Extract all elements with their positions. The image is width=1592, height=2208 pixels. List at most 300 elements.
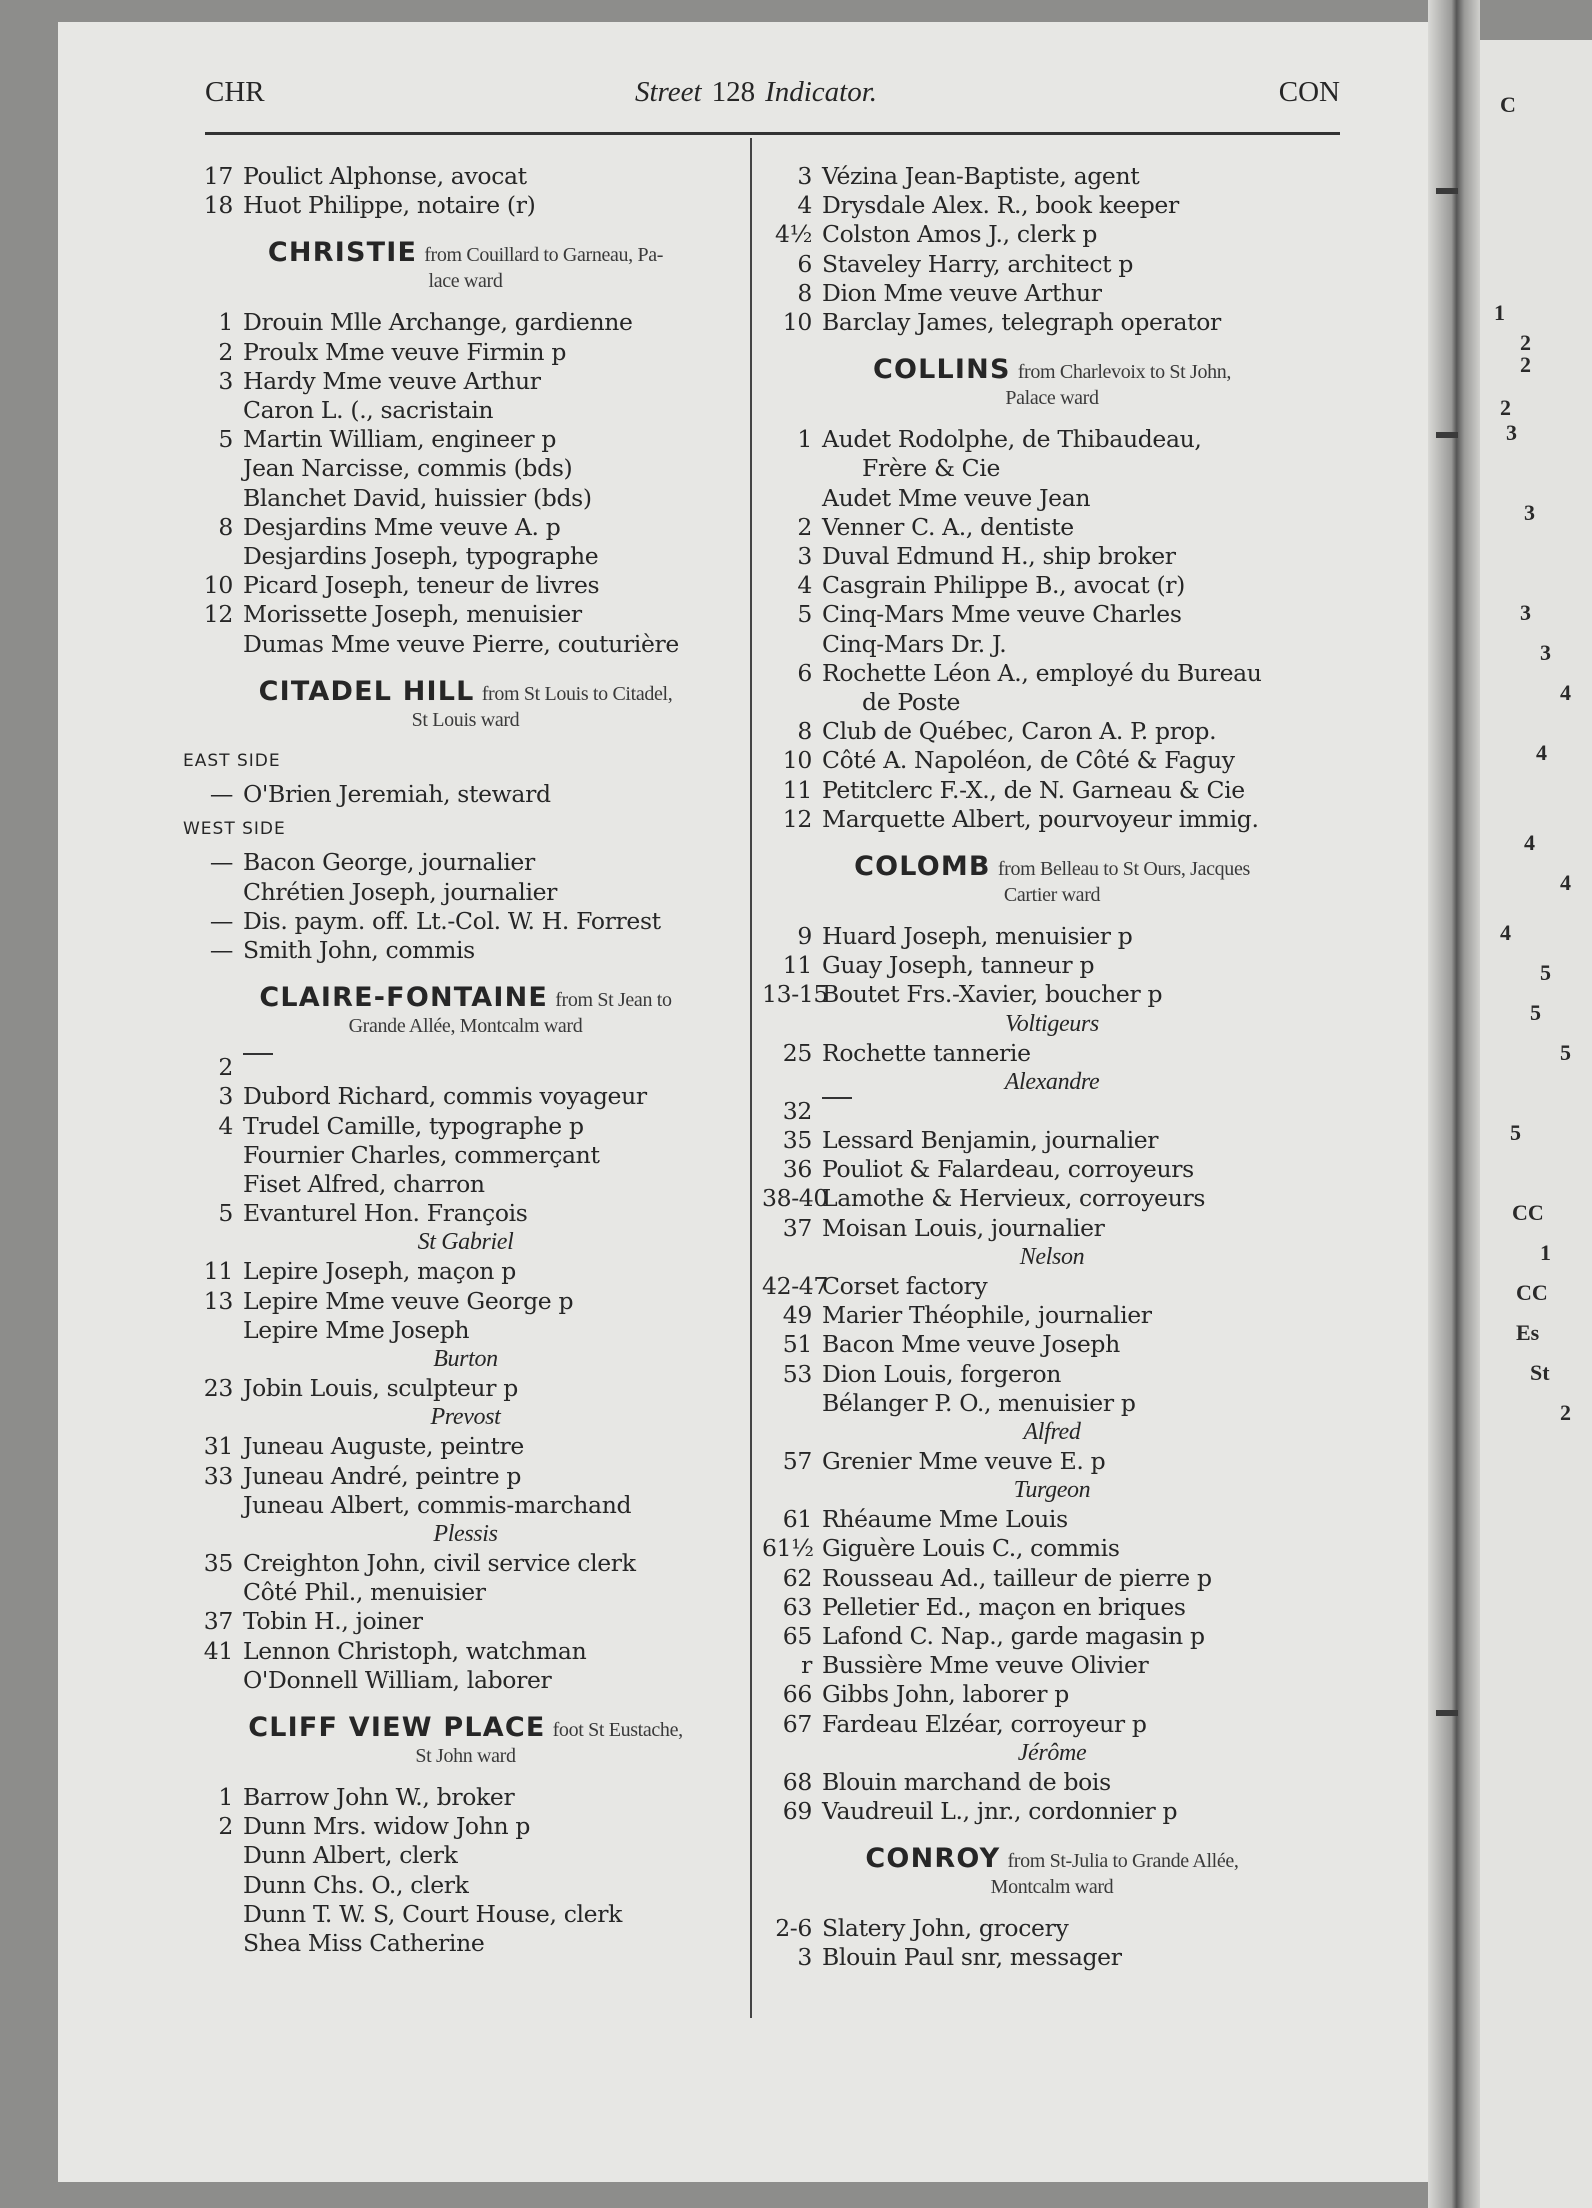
house-number [183, 484, 243, 513]
resident-name: O'Donnell William, laborer [243, 1665, 552, 1694]
resident-name: Poulict Alphonse, avocat [243, 162, 527, 190]
street-extent: from Belleau to St Ours, Jacques [997, 858, 1250, 881]
resident-name: Fardeau Elzéar, corroyeur p [822, 1709, 1147, 1738]
street-side-label: EAST SIDE [183, 750, 281, 771]
house-number: 1 [218, 1782, 233, 1811]
resident-name: Pouliot & Falardeau, corroyeurs [822, 1155, 1194, 1184]
resident-name: Giguère Louis C., commis [822, 1534, 1120, 1563]
house-number: 4 [797, 191, 812, 220]
resident-name: Dumas Mme veuve Pierre, couturière [243, 629, 679, 658]
adjacent-page-fragment: CC [1512, 1200, 1544, 1225]
house-number [183, 1141, 243, 1170]
house-number: 8 [797, 717, 812, 746]
house-number: 61 [782, 1505, 812, 1534]
house-number: 4 [218, 1111, 233, 1140]
adjacent-page-fragment: 5 [1510, 1120, 1521, 1145]
house-number [183, 454, 243, 483]
resident-name: Drysdale Alex. R., book keeper [822, 191, 1179, 220]
directory-entry [762, 279, 1342, 308]
cross-street: Alexandre [1004, 1068, 1100, 1095]
street-ward: Cartier ward [1003, 884, 1101, 907]
resident-name: Dubord Richard, commis voyageur [243, 1082, 647, 1111]
column-divider [750, 138, 752, 2018]
house-number: 6 [797, 658, 812, 687]
resident-name: Trudel Camille, typographe p [243, 1111, 584, 1140]
cross-street: Nelson [1019, 1243, 1085, 1270]
directory-entry [762, 308, 1342, 337]
directory-entry [762, 1097, 1342, 1126]
resident-name: Lamothe & Hervieux, corroyeurs [822, 1184, 1206, 1213]
street-heading [762, 1843, 1342, 1900]
street-heading [762, 851, 1342, 908]
directory-entry [183, 630, 748, 659]
house-number: 38-40 [762, 1184, 828, 1213]
directory-entry [762, 484, 1342, 513]
resident-name: Grenier Mme veuve E. p [822, 1446, 1106, 1475]
directory-entry [762, 1184, 1342, 1213]
directory-entry [183, 1462, 748, 1491]
adjacent-page-edge [1480, 40, 1592, 2208]
house-number: 13 [203, 1286, 233, 1315]
street-name: COLLINS [872, 354, 1011, 386]
street-extent: from St-Julia to Grande Allée, [1007, 1850, 1239, 1873]
adjacent-page-fragment: 2 [1520, 352, 1531, 377]
street-ward: Palace ward [1005, 387, 1099, 410]
resident-name: Pelletier Ed., maçon en briques [822, 1592, 1186, 1621]
directory-entry [762, 600, 1342, 629]
page-header [205, 76, 1340, 120]
resident-name: Bacon George, journalier [243, 848, 535, 877]
header-title-suffix: Indicator. [765, 76, 878, 108]
resident-name: Hardy Mme veuve Arthur [243, 366, 541, 395]
house-number: 2 [218, 1053, 233, 1082]
directory-entry [762, 1447, 1342, 1476]
directory-entry [762, 951, 1342, 980]
directory-entry [183, 878, 748, 907]
adjacent-page-fragment: 5 [1530, 1000, 1541, 1025]
directory-entry [762, 220, 1342, 249]
house-number: 53 [782, 1359, 812, 1388]
resident-name: Dunn T. W. S, Court House, clerk [243, 1899, 623, 1928]
cross-street: Voltigeurs [1005, 1010, 1099, 1037]
house-number: 2-6 [775, 1914, 812, 1943]
directory-entry [183, 1257, 748, 1286]
directory-entry [183, 1637, 748, 1666]
directory-entry [183, 1607, 748, 1636]
directory-entry [183, 1082, 748, 1111]
resident-name: Tobin H., joiner [243, 1607, 423, 1636]
resident-name: Chrétien Joseph, journalier [243, 877, 558, 906]
directory-entry [183, 1929, 748, 1958]
directory-entry [762, 1155, 1342, 1184]
directory-entry [762, 1797, 1342, 1826]
house-number: 41 [203, 1636, 233, 1665]
resident-name: Rhéaume Mme Louis [822, 1505, 1068, 1534]
house-number: 31 [203, 1432, 233, 1461]
adjacent-page-fragment: 3 [1520, 600, 1531, 625]
resident-name: Staveley Harry, architect p [822, 249, 1134, 278]
directory-entry [183, 367, 748, 396]
directory-entry [762, 1534, 1342, 1563]
house-number: 5 [218, 1199, 233, 1228]
house-number: 11 [782, 951, 812, 980]
house-number: — [209, 936, 233, 965]
street-name: COLOMB [854, 851, 991, 883]
directory-entry [183, 1316, 748, 1345]
adjacent-page-fragment: St [1530, 1360, 1550, 1385]
street-ward: Montcalm ward [990, 1876, 1114, 1899]
directory-entry [762, 1272, 1342, 1301]
house-number [183, 1929, 243, 1958]
resident-name: Colston Amos J., clerk p [822, 220, 1098, 249]
resident-name: Cinq-Mars Mme veuve Charles [822, 600, 1182, 629]
resident-name: Boutet Frs.-Xavier, boucher p [822, 980, 1163, 1009]
binding-stitch [1436, 1710, 1458, 1716]
cross-street: Prevost [430, 1404, 501, 1431]
house-number [183, 1578, 243, 1607]
header-range-end: CON [1278, 76, 1340, 108]
resident-name: Evanturel Hon. François [243, 1199, 528, 1228]
directory-entry [183, 513, 748, 542]
adjacent-page-fragment: 3 [1540, 640, 1551, 665]
binding-stitch [1436, 188, 1458, 194]
directory-entry [762, 1943, 1342, 1972]
directory-entry [183, 848, 748, 877]
directory-entry [183, 338, 748, 367]
house-number: 36 [782, 1155, 812, 1184]
house-number: 5 [797, 600, 812, 629]
adjacent-page-fragment: Es [1516, 1320, 1540, 1345]
house-number: 9 [797, 922, 812, 951]
directory-entry [762, 1126, 1342, 1155]
house-number: 3 [218, 366, 233, 395]
house-number [183, 630, 243, 659]
adjacent-page-fragment: 2 [1520, 330, 1531, 355]
resident-name: Barclay James, telegraph operator [822, 308, 1221, 337]
house-number: 63 [782, 1592, 812, 1621]
directory-entry [183, 162, 748, 191]
directory-entry [183, 1783, 748, 1812]
directory-entry [762, 1914, 1342, 1943]
house-number [183, 542, 243, 571]
directory-entry [183, 1666, 748, 1695]
house-number [183, 396, 243, 425]
resident-name: Juneau André, peintre p [243, 1461, 522, 1490]
resident-name: Proulx Mme veuve Firmin p [243, 337, 567, 366]
house-number [762, 1389, 822, 1418]
house-number [183, 1871, 243, 1900]
resident-name: Juneau Albert, commis-marchand [243, 1490, 632, 1519]
resident-name: Audet Rodolphe, de Thibaudeau, [822, 425, 1202, 454]
resident-name: Lepire Mme veuve George p [243, 1286, 574, 1315]
resident-name: Caron L. (., sacristain [243, 396, 494, 425]
resident-name: Dunn Chs. O., clerk [243, 1870, 469, 1899]
house-number [762, 630, 822, 659]
resident-name: Dis. paym. off. Lt.-Col. W. H. Forrest [243, 906, 661, 935]
house-number: 8 [797, 278, 812, 307]
directory-entry [183, 907, 748, 936]
cross-street: Turgeon [1013, 1477, 1091, 1504]
street-extent: from St Jean to [555, 989, 672, 1012]
directory-entry [762, 1360, 1342, 1389]
house-number: 1 [218, 308, 233, 337]
directory-entry [762, 1301, 1342, 1330]
house-number: 37 [203, 1607, 233, 1636]
house-number: 68 [782, 1767, 812, 1796]
directory-entry [762, 191, 1342, 220]
directory-entry [762, 1768, 1342, 1797]
resident-name: de Poste [862, 688, 961, 717]
directory-entry [183, 1841, 748, 1870]
directory-entry [762, 1214, 1342, 1243]
adjacent-page-fragment: 4 [1560, 680, 1571, 705]
resident-name: Morissette Joseph, menuisier [243, 600, 582, 629]
house-number: 2 [218, 1812, 233, 1841]
book-gutter [1428, 0, 1480, 2208]
resident-name: Drouin Mlle Archange, gardienne [243, 308, 633, 337]
resident-name: Bélanger P. O., menuisier p [822, 1388, 1136, 1417]
house-number: 3 [797, 542, 812, 571]
resident-name: Côté Phil., menuisier [243, 1578, 486, 1607]
resident-name: Rochette tannerie [822, 1038, 1031, 1067]
header-rule [205, 132, 1340, 135]
resident-name: Lafond C. Nap., garde magasin p [822, 1621, 1205, 1650]
house-number: 65 [782, 1621, 812, 1650]
house-number: 3 [797, 162, 812, 190]
resident-name: Guay Joseph, tanneur p [822, 951, 1095, 980]
resident-name: Corset factory [822, 1271, 988, 1300]
house-number [762, 454, 822, 483]
cross-street: Burton [433, 1346, 498, 1373]
house-number: 2 [218, 337, 233, 366]
directory-entry [183, 1374, 748, 1403]
resident-name: Marquette Albert, pourvoyeur immig. [822, 804, 1259, 833]
house-number [762, 688, 822, 717]
house-number: 35 [203, 1548, 233, 1577]
resident-name: Cinq-Mars Dr. J. [822, 629, 1007, 658]
house-number: 3 [218, 1082, 233, 1111]
directory-entry [762, 688, 1342, 717]
street-name: CHRISTIE [267, 237, 418, 269]
resident-name: Petitclerc F.-X., de N. Garneau & Cie [822, 775, 1245, 804]
resident-name: Jean Narcisse, commis (bds) [243, 454, 573, 483]
house-number: 69 [782, 1796, 812, 1825]
adjacent-page-fragment: 1 [1540, 1240, 1551, 1265]
house-number: 1 [797, 425, 812, 454]
directory-entry [762, 542, 1342, 571]
directory-entry [762, 776, 1342, 805]
directory-entry [762, 630, 1342, 659]
street-name: CLIFF VIEW PLACE [248, 1711, 546, 1743]
resident-name: Lessard Benjamin, journalier [822, 1126, 1159, 1155]
adjacent-page-fragment: 3 [1524, 500, 1535, 525]
resident-name: Creighton John, civil service clerk [243, 1548, 636, 1577]
resident-name: Vézina Jean-Baptiste, agent [822, 162, 1140, 190]
adjacent-page-fragment: 4 [1524, 830, 1535, 855]
resident-name: Frère & Cie [862, 454, 1000, 483]
street-heading [183, 1711, 748, 1769]
house-number: 33 [203, 1461, 233, 1490]
directory-entry [762, 717, 1342, 746]
house-number: 6 [797, 249, 812, 278]
resident-name: Bussière Mme veuve Olivier [822, 1651, 1149, 1680]
directory-entry [762, 425, 1342, 454]
house-number: 4½ [774, 220, 812, 249]
adjacent-page-fragment: C [1500, 92, 1516, 117]
directory-entry [183, 1900, 748, 1929]
directory-entry [762, 980, 1342, 1009]
resident-name: Côté A. Napoléon, de Côté & Faguy [822, 746, 1235, 775]
resident-name: Duval Edmund H., ship broker [822, 542, 1176, 571]
directory-entry [762, 746, 1342, 775]
house-number: 51 [782, 1330, 812, 1359]
street-extent: from Couillard to Garneau, Pa- [424, 244, 664, 267]
house-number [183, 1666, 243, 1695]
header-range-start: CHR [205, 76, 265, 108]
house-number: 10 [782, 308, 812, 337]
directory-entry [183, 1287, 748, 1316]
directory-entry [762, 1564, 1342, 1593]
cross-street: Plessis [433, 1520, 498, 1547]
page-number: 128 [711, 76, 756, 108]
house-number: 32 [782, 1096, 812, 1125]
street-heading [183, 675, 748, 733]
adjacent-page-fragment: 1 [1494, 300, 1505, 325]
directory-entry [183, 1871, 748, 1900]
adjacent-page-fragment: CC [1516, 1280, 1548, 1305]
directory-entry [762, 1680, 1342, 1709]
street-extent: foot St Eustache, [552, 1718, 683, 1741]
adjacent-page-fragment: 2 [1560, 1400, 1571, 1425]
resident-name: Lepire Joseph, maçon p [243, 1257, 516, 1286]
resident-name: Rochette Léon A., employé du Bureau [822, 658, 1262, 687]
house-number: 10 [203, 571, 233, 600]
house-number: 2 [797, 512, 812, 541]
resident-name: Blouin marchand de bois [822, 1767, 1111, 1796]
directory-entry [183, 1578, 748, 1607]
directory-entry [183, 780, 748, 809]
house-number: 8 [218, 512, 233, 541]
house-number: 67 [782, 1709, 812, 1738]
house-number: 5 [218, 425, 233, 454]
resident-name: O'Brien Jeremiah, steward [243, 780, 551, 809]
directory-entry [762, 454, 1342, 483]
directory-entry [762, 1039, 1342, 1068]
street-heading [183, 982, 748, 1039]
street-side-label: WEST SIDE [183, 819, 286, 840]
street-heading [762, 354, 1342, 411]
resident-name: Dunn Albert, clerk [243, 1841, 458, 1870]
resident-name: Casgrain Philippe B., avocat (r) [822, 571, 1185, 600]
house-number: 18 [203, 191, 233, 220]
adjacent-page-fragment: 5 [1540, 960, 1551, 985]
house-number: 61½ [762, 1534, 814, 1563]
resident-name: Desjardins Joseph, typographe [243, 542, 599, 571]
directory-entry [762, 1389, 1342, 1418]
resident-name: Audet Mme veuve Jean [822, 483, 1091, 512]
directory-entry [762, 805, 1342, 834]
header-title-prefix: Street [635, 76, 702, 108]
resident-name: Blouin Paul snr, messager [822, 1943, 1122, 1972]
left-column [183, 162, 748, 1958]
directory-entry [183, 600, 748, 629]
resident-name: Bacon Mme veuve Joseph [822, 1330, 1120, 1359]
resident-name: Martin William, engineer p [243, 425, 557, 454]
street-name: CLAIRE-FONTAINE [259, 982, 549, 1014]
directory-entry [183, 308, 748, 337]
directory-entry [183, 571, 748, 600]
directory-entry [762, 1593, 1342, 1622]
resident-name: Moisan Louis, journalier [822, 1213, 1105, 1242]
directory-entry [183, 1549, 748, 1578]
resident-name: Slatery John, grocery [822, 1914, 1069, 1943]
adjacent-page-fragment: 4 [1560, 870, 1571, 895]
street-heading [183, 237, 748, 294]
directory-entry [183, 1432, 748, 1461]
directory-entry [183, 454, 748, 483]
house-number: 11 [782, 775, 812, 804]
house-number: 35 [782, 1126, 812, 1155]
resident-name: Huard Joseph, menuisier p [822, 922, 1133, 951]
house-number [183, 1316, 243, 1345]
resident-name: Dunn Mrs. widow John p [243, 1812, 531, 1841]
resident-name: Marier Théophile, journalier [822, 1301, 1152, 1330]
directory-entry [183, 1170, 748, 1199]
directory-entry [762, 571, 1342, 600]
house-number: — [209, 780, 233, 809]
street-ward: St John ward [415, 1744, 516, 1767]
directory-entry [183, 425, 748, 454]
vacant-dash [243, 1053, 273, 1055]
directory-entry [183, 542, 748, 571]
house-number: r [801, 1651, 812, 1680]
house-number: 12 [782, 804, 812, 833]
directory-entry [762, 250, 1342, 279]
directory-entry [762, 1505, 1342, 1534]
directory-entry [762, 1330, 1342, 1359]
street-ward: St Louis ward [411, 708, 520, 731]
adjacent-page-fragment: 3 [1506, 420, 1517, 445]
resident-name: Club de Québec, Caron A. P. prop. [822, 717, 1217, 746]
house-number: 13-15 [762, 980, 828, 1009]
directory-entry [183, 1141, 748, 1170]
house-number: 37 [782, 1213, 812, 1242]
adjacent-page-fragment: 4 [1500, 920, 1511, 945]
house-number: 62 [782, 1563, 812, 1592]
house-number: 4 [797, 571, 812, 600]
resident-name: Barrow John W., broker [243, 1782, 515, 1811]
house-number: 17 [203, 162, 233, 190]
directory-entry [762, 1710, 1342, 1739]
adjacent-page-fragment: 2 [1500, 395, 1511, 420]
directory-entry [183, 936, 748, 965]
house-number [183, 1900, 243, 1929]
house-number: 42-47 [762, 1271, 828, 1300]
directory-entry [762, 1651, 1342, 1680]
vacant-dash [822, 1097, 852, 1099]
street-name: CONROY [865, 1843, 1001, 1875]
house-number [183, 1841, 243, 1870]
directory-entry [183, 1812, 748, 1841]
adjacent-page-fragment: 4 [1536, 740, 1547, 765]
resident-name: Smith John, commis [243, 936, 475, 965]
cross-street: Jérôme [1017, 1739, 1087, 1766]
house-number: 23 [203, 1374, 233, 1403]
resident-name: Vaudreuil L., jnr., cordonnier p [822, 1796, 1178, 1825]
resident-name: Dion Mme veuve Arthur [822, 278, 1102, 307]
house-number: 66 [782, 1680, 812, 1709]
directory-entry [183, 1053, 748, 1082]
